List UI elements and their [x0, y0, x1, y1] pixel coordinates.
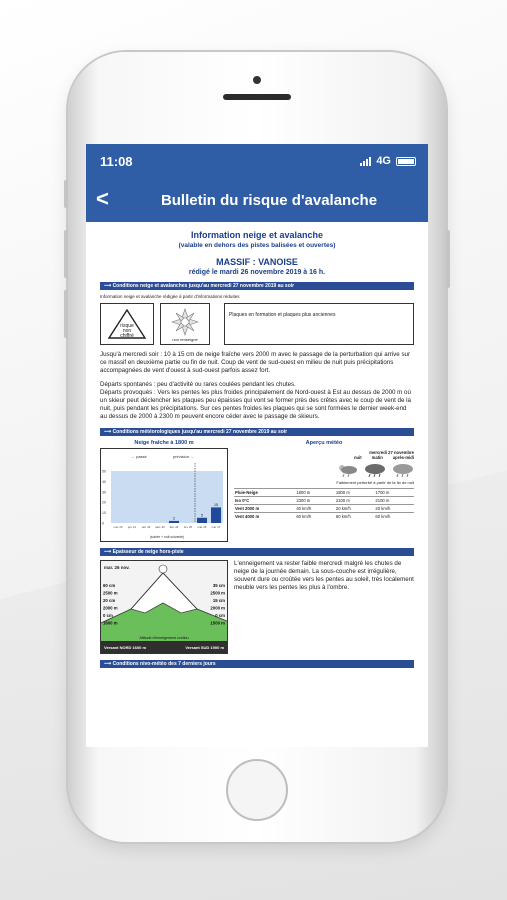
power-button [446, 230, 450, 288]
meteo-cell: 2100 m [374, 496, 414, 504]
snow-depth-label: 0 cm [215, 612, 225, 618]
x-tick: dim. 24 [169, 525, 179, 529]
meteo-summary: Faiblement perturbé à partir de la fin de nuit [336, 479, 414, 485]
y-tick: 40 [102, 479, 106, 484]
network-label: 4G [376, 155, 391, 167]
versant-nord: Versant NORD 1600 m [104, 644, 147, 650]
snow-depth-label: 0 cm [103, 612, 113, 618]
fresh-snow-chart [100, 448, 228, 542]
phone-screen [86, 144, 428, 747]
meteo-cell: 20 km/h [374, 504, 414, 512]
bar-label: 5 [201, 512, 203, 517]
compass-rose-icon [168, 307, 202, 337]
back-button[interactable]: < [96, 186, 109, 211]
mute-switch [64, 180, 68, 208]
section-band-meteo: ⟶ Conditions météorologiques jusqu'au mercredi 27 novembre 2019 au soir [100, 428, 414, 436]
paragraph-1: Jusqu'à mercredi soir : 10 à 15 cm de neige fraîche vers 2000 m avec le passage de la perturbation qui arrive sur ce massif en deuxième partie ou fin de nuit. Coup de vent de sud-ouest en milieu de nuit puis précipitations accompagnées de vent d'ouest à sud-ouest parfois assez fort. [100, 351, 411, 375]
battery-icon [396, 157, 416, 166]
snow-cloud-icon [364, 463, 386, 477]
snow-depth-label: 15 cm [212, 597, 225, 603]
section-band-snow: ⟶ Epaisseur de neige hors-piste [100, 548, 414, 556]
meteo-cell: 1700 m [374, 488, 414, 496]
snow-row [100, 556, 414, 654]
volume-down-button [64, 290, 68, 338]
meteo-row-label: Vent 4000 m [234, 512, 295, 520]
redige-date: rédigé le mardi 26 novembre 2019 à 16 h. [188, 269, 326, 276]
meteo-cell: 60 km/h [374, 512, 414, 520]
meteo-row [234, 504, 414, 512]
y-tick: 0 [102, 521, 104, 525]
doc-subtitle: (valable en dehors des pistes balisées et ouvertes) [178, 242, 336, 249]
label-prevision: prévision → [173, 453, 195, 459]
meteo-row [234, 512, 414, 520]
snow-depth-label: 60 cm [103, 582, 116, 588]
plaques-box: Plaques en formation et plaques plus anciennes [224, 303, 414, 345]
versant-sud: Versant SUD 1900 m [185, 644, 224, 650]
x-tick: mer. 20 [113, 525, 123, 529]
meteo-panel [234, 440, 414, 542]
x-tick: jeu. 21 [128, 525, 136, 529]
snow-depth-label: 2500 m [210, 590, 225, 595]
fresh-bar [211, 507, 221, 523]
meteo-row-label: Iso 0°C [234, 496, 295, 504]
snow-depth-label: 2000 m [103, 605, 118, 610]
meteo-row-label: Vent 2000 m [234, 504, 295, 512]
x-tick: mer. 27 [211, 525, 221, 529]
snow-legend: Altitude d'enneigement continu [139, 635, 189, 640]
bar-label: 15 [214, 502, 218, 507]
label-passe: ← passé [131, 453, 147, 459]
snow-depth-label: 1500 m [210, 620, 225, 625]
snow-depth-diagram [100, 560, 228, 654]
info-note: Information neige et avalanche rédigée à partir d'informations réduites [100, 294, 240, 299]
y-tick: 50 [102, 469, 106, 473]
x-tick: ven. 22 [141, 525, 151, 529]
snow-depth-label: 35 cm [212, 582, 225, 588]
svg-text:risque: risque [120, 323, 134, 329]
paragraph-3: Départs provoqués : Vers les pentes les plus froides principalement de Nord-ouest à Est au dessus de 2000 m où un skieur peut déclencher les plaques peu épaisses qui vont se former près des crêtes avec le coup de vent de la nuit, puis pendant les précipitations. Sur ces pentes froides les plaques qui se sont formées le dernier week-end au dessus de 2000 à 2300 m peuvent encore céder avec le passage de skieurs. [100, 389, 411, 421]
page-title: Bulletin du risque d'avalanche [160, 191, 378, 209]
signal-icon [360, 156, 371, 166]
paragraph-2: Départs spontanés : peu d'activité ou rares coulées pendant les chutes. [100, 381, 296, 389]
meteo-cell: 2300 m [295, 496, 335, 504]
aspect-rose [160, 303, 210, 345]
status-indicators [360, 155, 416, 167]
y-tick: 20 [102, 500, 106, 505]
svg-text:chiffré: chiffré [120, 333, 134, 339]
snow-depth-label: 20 cm [103, 597, 116, 603]
meteo-cell: 40 km/h [295, 504, 335, 512]
navigation-bar [86, 178, 428, 222]
bulletin-document[interactable] [86, 222, 428, 668]
meteo-cell: 1800 m [335, 488, 375, 496]
fresh-snow-title: Neige fraîche à 1800 m [134, 439, 194, 446]
fresh-bar [197, 517, 207, 522]
meteo-row [234, 496, 414, 504]
bar-label: 2 [173, 515, 175, 520]
meteo-cols: nuit matin après-midi [353, 454, 414, 460]
snow-cloud-icon-2 [392, 463, 414, 477]
risk-icon [100, 303, 154, 345]
sun-icon [159, 565, 167, 573]
snow-depth-label: 2500 m [103, 590, 118, 595]
section-band-7days: ⟶ Conditions nivo-météo des 7 derniers jours [100, 660, 414, 668]
meteo-row-label: Pluie-Neige [234, 488, 295, 496]
x-tick: mar. 26 [197, 525, 207, 529]
meteo-date: mercredi 27 novembre [369, 449, 414, 455]
status-bar [86, 144, 428, 178]
meteo-cell: 20 km/h [335, 504, 375, 512]
weather-icons [234, 463, 414, 477]
meteo-cell: 2100 m [335, 496, 375, 504]
fresh-bar [169, 520, 179, 522]
snow-depth-label: 1600 m [103, 620, 118, 625]
y-tick: 30 [102, 489, 106, 494]
risk-row [100, 303, 414, 345]
snow-description: L'enneigement va rester faible mercredi malgré les chutes de neige de la journée demain. La sous-couche est irrégulière, souvent dure ou croûtée vers les pentes au soleil, très localement meuble vers les pentes les plus à l'ombre. [234, 559, 414, 591]
svg-text:non: non [122, 328, 132, 334]
y-tick: 10 [102, 510, 106, 515]
meteo-cell: 1800 m [295, 488, 335, 496]
chart-area [111, 471, 223, 523]
x-tick: lun. 25 [184, 525, 192, 529]
earpiece-speaker [223, 94, 291, 100]
meteo-row [100, 440, 414, 542]
status-time: 11:08 [100, 153, 133, 169]
phone-frame [68, 52, 446, 842]
snow-date: mar. 26 nov. [104, 564, 130, 570]
x-tick: sam. 23 [155, 525, 165, 529]
snow-depth-label: 2000 m [210, 605, 225, 610]
meteo-title: Aperçu météo [305, 439, 343, 446]
mountain-diagram [101, 561, 227, 653]
section-band-conditions: ⟶ Conditions neige et avalanches jusqu'au mercredi 27 novembre 2019 au soir [100, 282, 414, 290]
home-button[interactable] [226, 759, 288, 821]
front-camera [253, 76, 261, 84]
massif-title: MASSIF : VANOISE [216, 257, 298, 267]
meteo-cell: 60 km/h [295, 512, 335, 520]
meteo-table [234, 488, 414, 520]
rose-label: non renseigné [172, 336, 198, 342]
chart-footer: (soirée + nuit suivante) [149, 534, 185, 539]
cloud-moon-icon [336, 463, 358, 477]
fresh-snow-panel [100, 440, 228, 542]
fresh-snow-svg [101, 449, 227, 541]
meteo-row [234, 488, 414, 496]
doc-title: Information neige et avalanche [190, 230, 324, 240]
meteo-cell: 60 km/h [335, 512, 375, 520]
volume-up-button [64, 230, 68, 278]
